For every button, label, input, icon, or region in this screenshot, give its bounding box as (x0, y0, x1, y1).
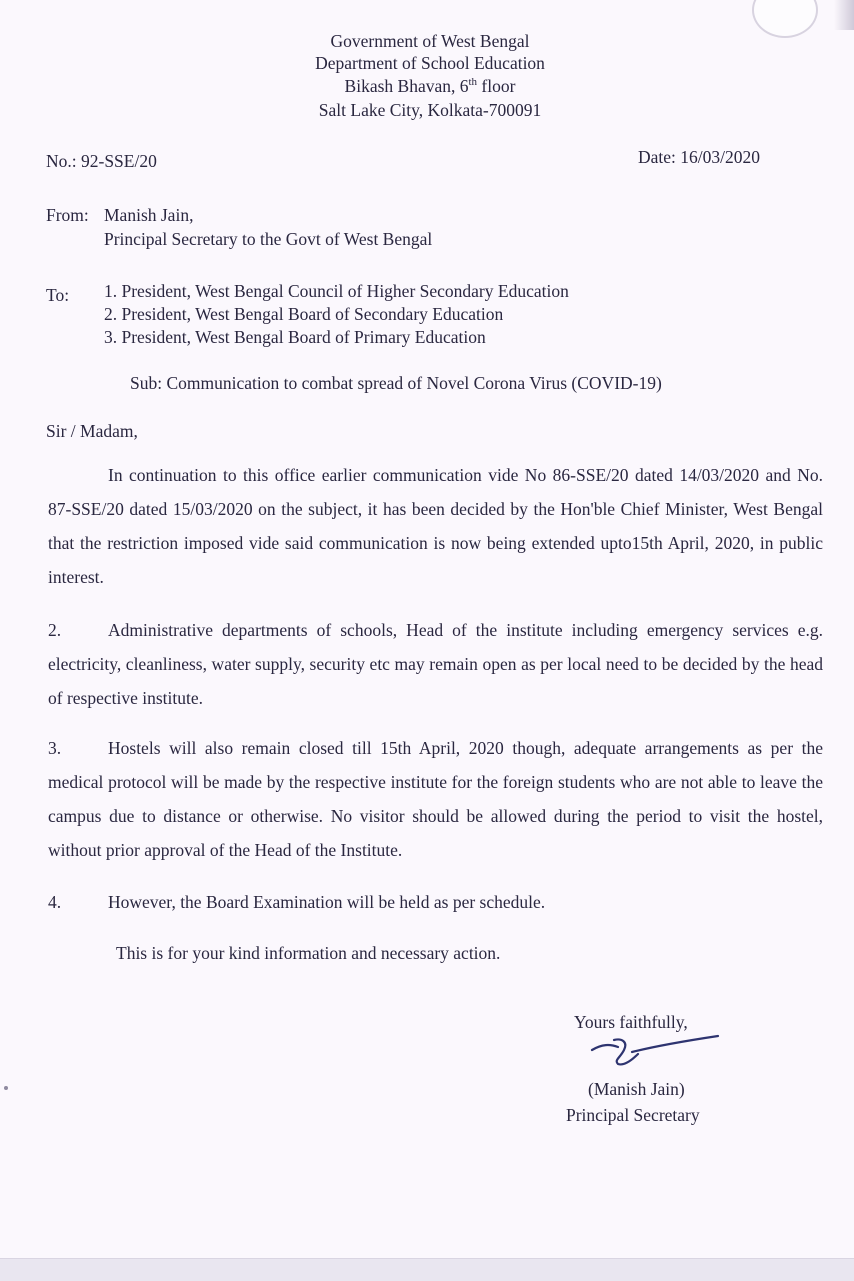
recipient-1: 1. President, West Bengal Council of Higher Secondary Education (104, 281, 569, 301)
reference-number: No.: 92-SSE/20 (46, 151, 157, 171)
to-label: To: (46, 285, 70, 305)
header-department: Department of School Education (315, 53, 545, 73)
header-address-building: Bikash Bhavan, 6th floor (344, 76, 516, 96)
paragraph-4-text: However, the Board Examination will be held as per schedule. (108, 892, 546, 912)
paragraph-4-number: 4. (48, 892, 62, 912)
paragraph-2-text: Administrative departments of schools, Head of the institute including emergency services e.g. electricity, cleanliness, water supply, security etc may remain open as per local need to be decided by the head of respective institute. (48, 620, 823, 708)
header-government: Government of West Bengal (330, 31, 530, 51)
paragraph-3-number: 3. (48, 738, 62, 758)
paragraph-2-number: 2. (48, 620, 62, 640)
stray-dot (4, 1086, 8, 1090)
paragraph-1-text: In continuation to this office earlier communication vide No 86-SSE/20 dated 14/03/2020 and No. 87-SSE/20 dated 15/03/2020 on the subject, it has been decided by the Hon'ble Chief Minister, West Bengal that the restriction imposed vide said communication is now being extended upto15th April, 2020, in public interest. (48, 465, 823, 587)
closing-note: This is for your kind information and necessary action. (116, 943, 501, 963)
from-designation: Principal Secretary to the Govt of West Bengal (104, 229, 433, 249)
from-label: From: (46, 205, 89, 225)
bottom-band (0, 1258, 854, 1281)
letter-date: Date: 16/03/2020 (638, 147, 760, 167)
subject-line: Sub: Communication to combat spread of Novel Corona Virus (COVID-19) (130, 373, 662, 393)
page-corner-shadow (834, 0, 854, 30)
page-corner-mark (752, 0, 818, 38)
from-name: Manish Jain, (104, 205, 194, 225)
paragraph-2 (48, 613, 823, 715)
paragraph-4 (48, 885, 823, 919)
paragraph-3 (48, 731, 823, 867)
signatory-designation: Principal Secretary (566, 1105, 700, 1125)
signature (588, 1030, 728, 1070)
header-address-city: Salt Lake City, Kolkata-700091 (318, 100, 542, 120)
recipient-2: 2. President, West Bengal Board of Secondary Education (104, 304, 504, 324)
signatory-name: (Manish Jain) (588, 1079, 685, 1099)
yours-faithfully: Yours faithfully, (574, 1012, 688, 1032)
paragraph-1 (48, 458, 823, 594)
recipient-3: 3. President, West Bengal Board of Primary Education (104, 327, 486, 347)
salutation: Sir / Madam, (46, 421, 138, 441)
paragraph-3-text: Hostels will also remain closed till 15th April, 2020 though, adequate arrangements as per the medical protocol will be made by the respective institute for the foreign students who are not able to leave the campus due to distance or otherwise. No visitor should be allowed during the period to visit the hostel, without prior approval of the Head of the Institute. (48, 738, 823, 860)
